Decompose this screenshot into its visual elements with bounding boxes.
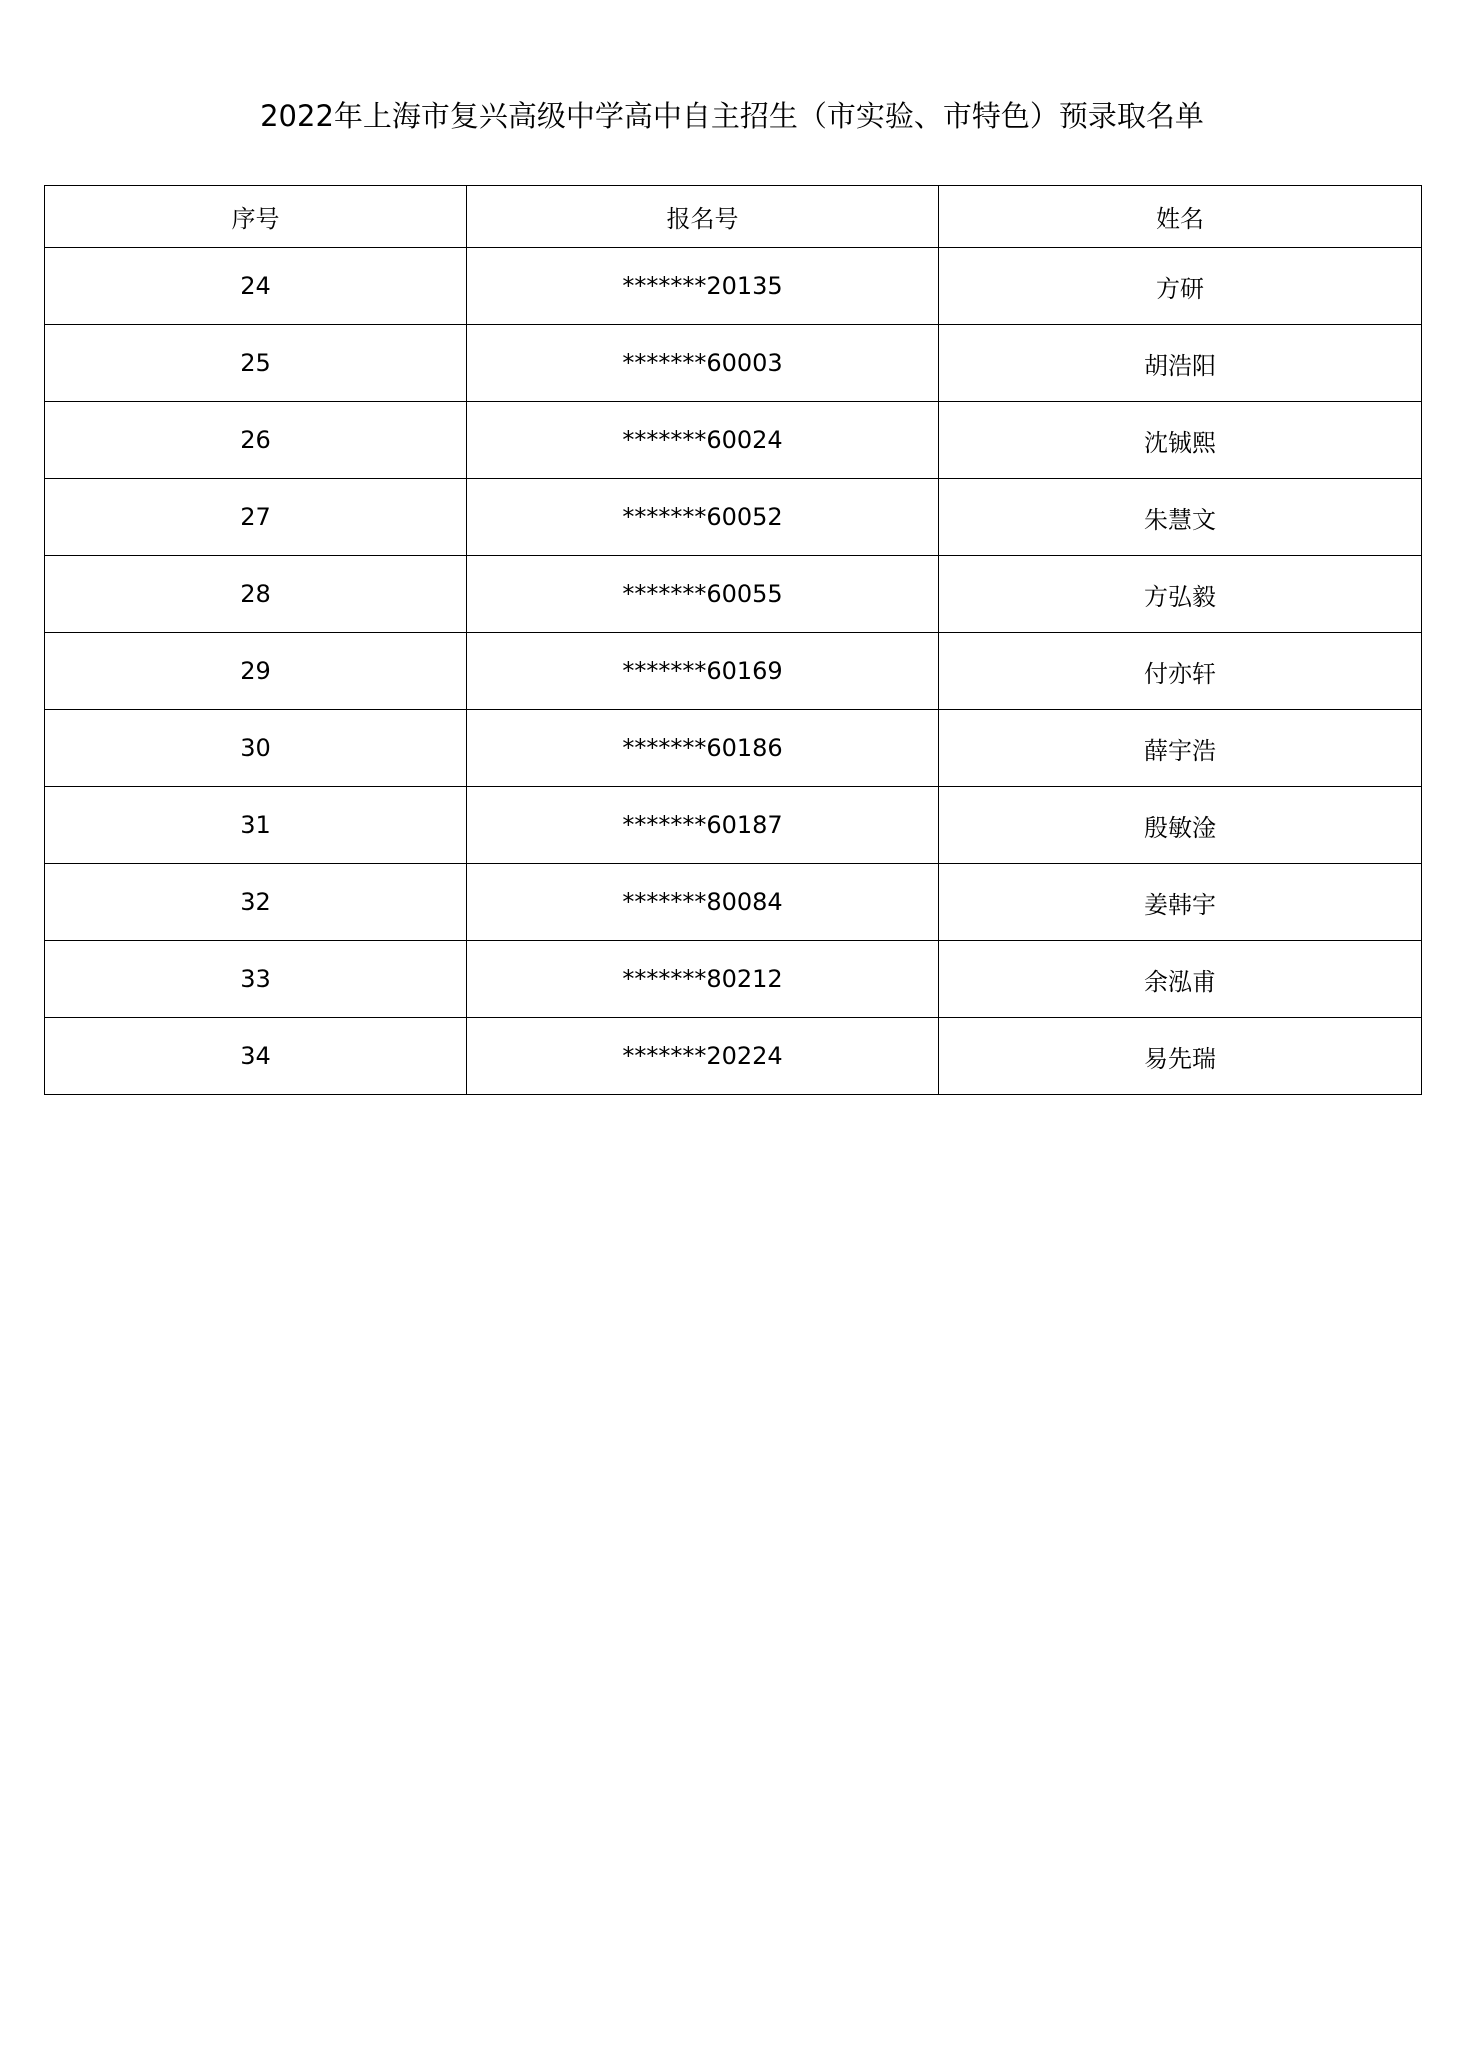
cell-registration-number: *******80084	[467, 864, 939, 941]
cell-name: 方弘毅	[939, 556, 1422, 633]
cell-name: 付亦轩	[939, 633, 1422, 710]
cell-serial-number: 29	[45, 633, 467, 710]
cell-name: 薛宇浩	[939, 710, 1422, 787]
cell-registration-number: *******80212	[467, 941, 939, 1018]
table-row	[45, 325, 1422, 402]
cell-registration-number: *******60003	[467, 325, 939, 402]
cell-name: 沈铖熙	[939, 402, 1422, 479]
cell-serial-number: 26	[45, 402, 467, 479]
table-row	[45, 864, 1422, 941]
table-row	[45, 556, 1422, 633]
column-header-name: 姓名	[939, 186, 1422, 248]
cell-serial-number: 32	[45, 864, 467, 941]
table-row	[45, 479, 1422, 556]
cell-registration-number: *******20135	[467, 248, 939, 325]
cell-registration-number: *******60024	[467, 402, 939, 479]
cell-serial-number: 24	[45, 248, 467, 325]
cell-name: 方研	[939, 248, 1422, 325]
cell-registration-number: *******60186	[467, 710, 939, 787]
table-row	[45, 402, 1422, 479]
cell-name: 姜韩宇	[939, 864, 1422, 941]
table-row	[45, 248, 1422, 325]
cell-serial-number: 30	[45, 710, 467, 787]
cell-serial-number: 33	[45, 941, 467, 1018]
cell-registration-number: *******20224	[467, 1018, 939, 1095]
admission-list-table	[44, 185, 1422, 1095]
cell-registration-number: *******60187	[467, 787, 939, 864]
cell-name: 胡浩阳	[939, 325, 1422, 402]
table-row	[45, 787, 1422, 864]
table-row	[45, 633, 1422, 710]
table-header-row	[45, 186, 1422, 248]
column-header-serial-number: 序号	[45, 186, 467, 248]
cell-serial-number: 27	[45, 479, 467, 556]
cell-registration-number: *******60169	[467, 633, 939, 710]
page-title: 2022年上海市复兴高级中学高中自主招生（市实验、市特色）预录取名单	[260, 99, 1204, 133]
cell-serial-number: 28	[45, 556, 467, 633]
table-row	[45, 710, 1422, 787]
cell-serial-number: 31	[45, 787, 467, 864]
table-row	[45, 941, 1422, 1018]
cell-registration-number: *******60052	[467, 479, 939, 556]
cell-serial-number: 34	[45, 1018, 467, 1095]
cell-name: 殷敏淦	[939, 787, 1422, 864]
column-header-registration-number: 报名号	[467, 186, 939, 248]
cell-serial-number: 25	[45, 325, 467, 402]
cell-name: 易先瑞	[939, 1018, 1422, 1095]
cell-registration-number: *******60055	[467, 556, 939, 633]
cell-name: 朱慧文	[939, 479, 1422, 556]
table-row	[45, 1018, 1422, 1095]
cell-name: 余泓甫	[939, 941, 1422, 1018]
